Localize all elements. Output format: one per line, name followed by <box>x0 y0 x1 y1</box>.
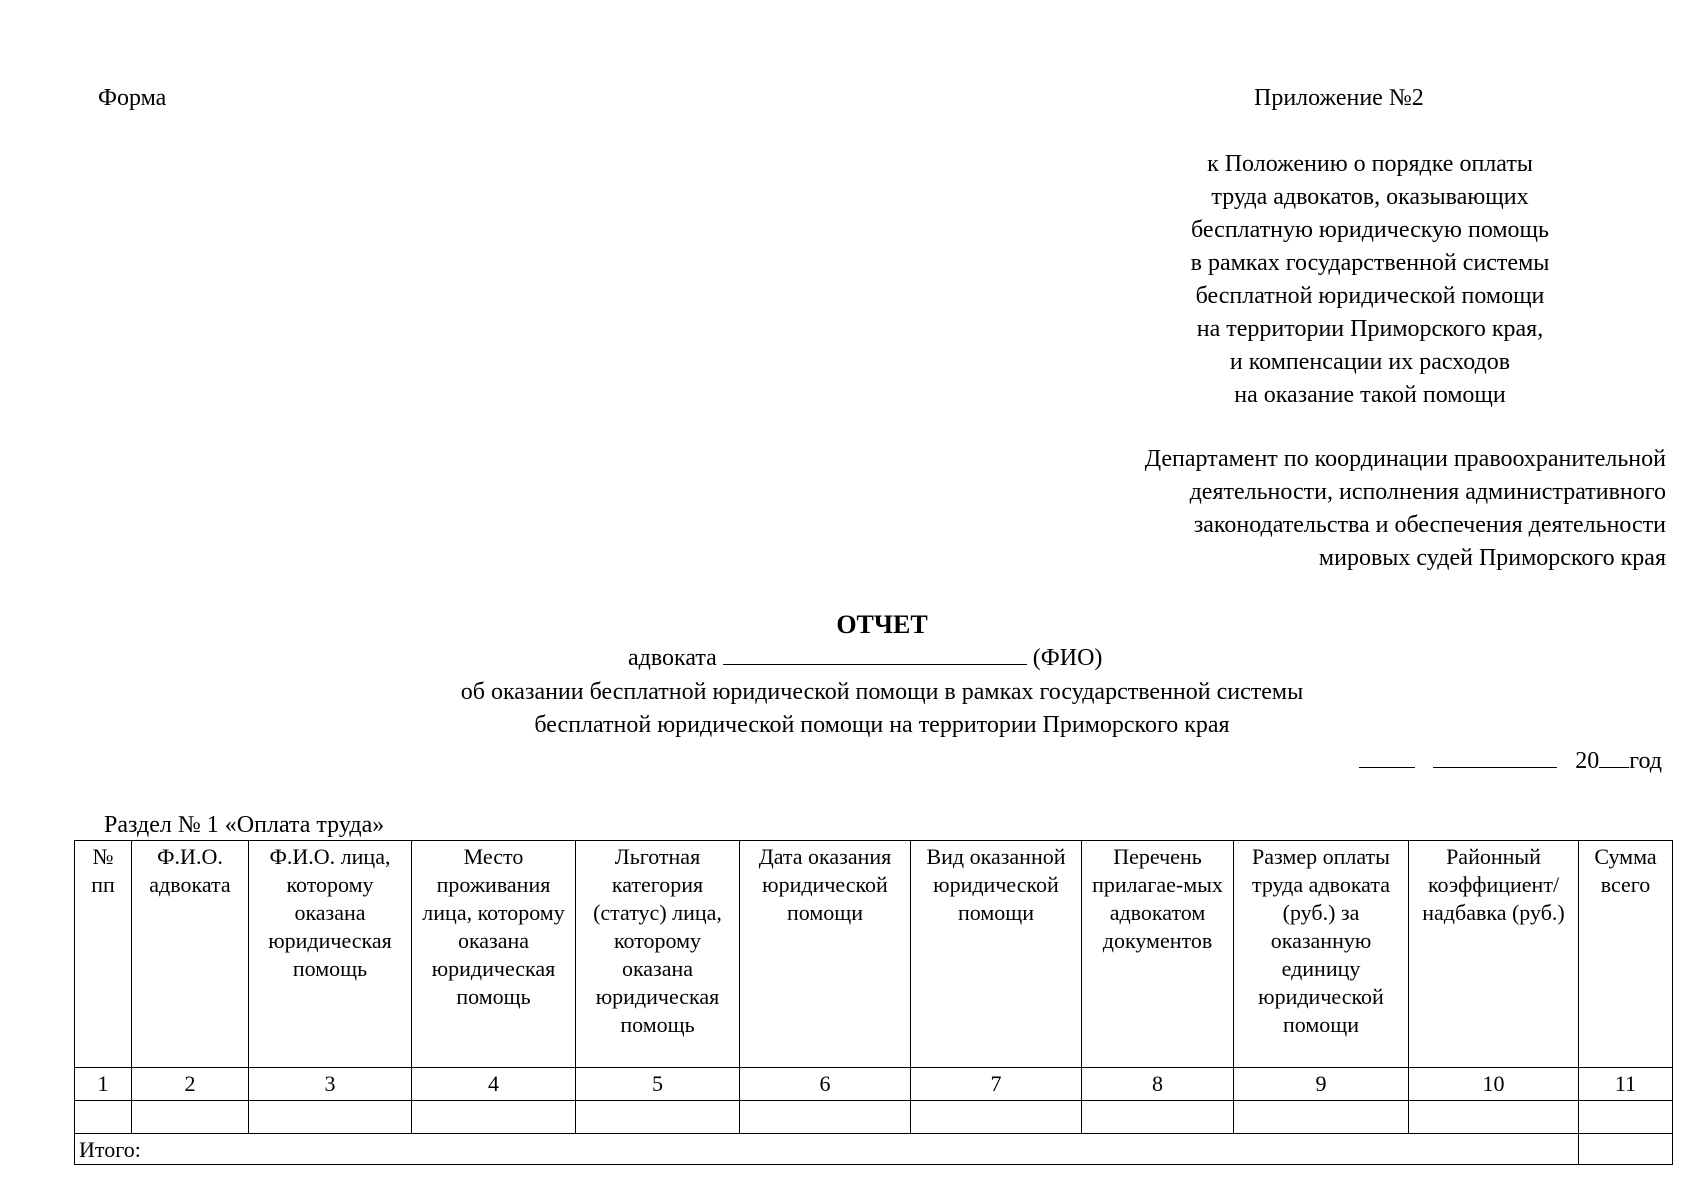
appendix-line: труда адвокатов, оказывающих <box>1211 184 1529 210</box>
department-block <box>900 443 1666 575</box>
appendix-line: в рамках государственной системы <box>1190 250 1550 276</box>
table-cell[interactable] <box>576 1101 740 1134</box>
appendix-line: бесплатную юридическую помощь <box>1191 217 1549 243</box>
department-line: мировых судей Приморского края <box>1318 545 1666 571</box>
appendix-title: Приложение №2 <box>1254 85 1424 111</box>
column-number-row <box>75 1068 1673 1101</box>
column-header: Сумма всего <box>1579 841 1673 1068</box>
advocate-line <box>628 642 1102 675</box>
total-value-cell[interactable] <box>1579 1134 1673 1165</box>
column-number: 3 <box>249 1068 412 1101</box>
advocate-prefix: адвоката <box>628 645 717 671</box>
report-table <box>74 840 1673 1165</box>
column-number: 8 <box>1082 1068 1234 1101</box>
advocate-suffix: (ФИО) <box>1032 645 1103 671</box>
year-suffix: год <box>1629 748 1662 774</box>
department-line: деятельности, исполнения административного <box>1189 479 1666 505</box>
header-row <box>75 841 1673 1068</box>
column-number: 2 <box>132 1068 249 1101</box>
subtitle-line: об оказании бесплатной юридической помощи в рамках государственной системы <box>460 679 1304 705</box>
column-header: № пп <box>75 841 132 1068</box>
appendix-text <box>1090 148 1650 412</box>
appendix-line: бесплатной юридической помощи <box>1195 283 1545 309</box>
column-header: Вид оказанной юридической помощи <box>911 841 1082 1068</box>
column-header: Дата оказания юридической помощи <box>740 841 911 1068</box>
section-title: Раздел № 1 «Оплата труда» <box>104 812 385 838</box>
day-blank[interactable] <box>1359 745 1415 768</box>
appendix-line: на оказание такой помощи <box>1234 382 1506 408</box>
date-line <box>1359 745 1662 778</box>
table-cell[interactable] <box>412 1101 576 1134</box>
table-cell[interactable] <box>740 1101 911 1134</box>
table-cell[interactable] <box>911 1101 1082 1134</box>
column-header: Ф.И.О. лица, которому оказана юридическая помощь <box>249 841 412 1068</box>
form-label: Форма <box>98 85 167 111</box>
department-line: Департамент по координации правоохранительной <box>1144 446 1666 472</box>
column-header: Районный коэффициент/ надбавка (руб.) <box>1409 841 1579 1068</box>
total-label: Итого: <box>75 1134 1579 1165</box>
column-header: Перечень прилагае-мых адвокатом документов <box>1082 841 1234 1068</box>
column-number: 5 <box>576 1068 740 1101</box>
total-row <box>75 1134 1673 1165</box>
column-number: 11 <box>1579 1068 1673 1101</box>
column-number: 10 <box>1409 1068 1579 1101</box>
column-header: Льготная категория (статус) лица, которому оказана юридическая помощь <box>576 841 740 1068</box>
column-number: 9 <box>1234 1068 1409 1101</box>
department-line: законодательства и обеспечения деятельности <box>1193 512 1666 538</box>
subtitle-line: бесплатной юридической помощи на территории Приморского края <box>534 712 1230 738</box>
report-subtitle <box>0 676 1702 742</box>
table-cell[interactable] <box>249 1101 412 1134</box>
table-cell[interactable] <box>1234 1101 1409 1134</box>
column-number: 4 <box>412 1068 576 1101</box>
month-blank[interactable] <box>1433 745 1557 768</box>
column-number: 1 <box>75 1068 132 1101</box>
table-cell[interactable] <box>1579 1101 1673 1134</box>
column-header: Размер оплаты труда адвоката (руб.) за оказанную единицу юридической помощи <box>1234 841 1409 1068</box>
table-cell[interactable] <box>132 1101 249 1134</box>
column-number: 7 <box>911 1068 1082 1101</box>
appendix-line: и компенсации их расходов <box>1229 349 1511 375</box>
appendix-line: к Положению о порядке оплаты <box>1207 151 1533 177</box>
column-header: Ф.И.О. адвоката <box>132 841 249 1068</box>
table-cell[interactable] <box>1082 1101 1234 1134</box>
report-title: ОТЧЕТ <box>836 610 928 639</box>
year-prefix: 20 <box>1575 748 1600 774</box>
appendix-line: на территории Приморского края, <box>1196 316 1544 342</box>
table-cell[interactable] <box>1409 1101 1579 1134</box>
column-header: Место проживания лица, которому оказана юридическая помощь <box>412 841 576 1068</box>
year-blank[interactable] <box>1599 745 1629 768</box>
table-cell[interactable] <box>75 1101 132 1134</box>
table-row <box>75 1101 1673 1134</box>
column-number: 6 <box>740 1068 911 1101</box>
advocate-name-blank[interactable] <box>723 642 1027 665</box>
